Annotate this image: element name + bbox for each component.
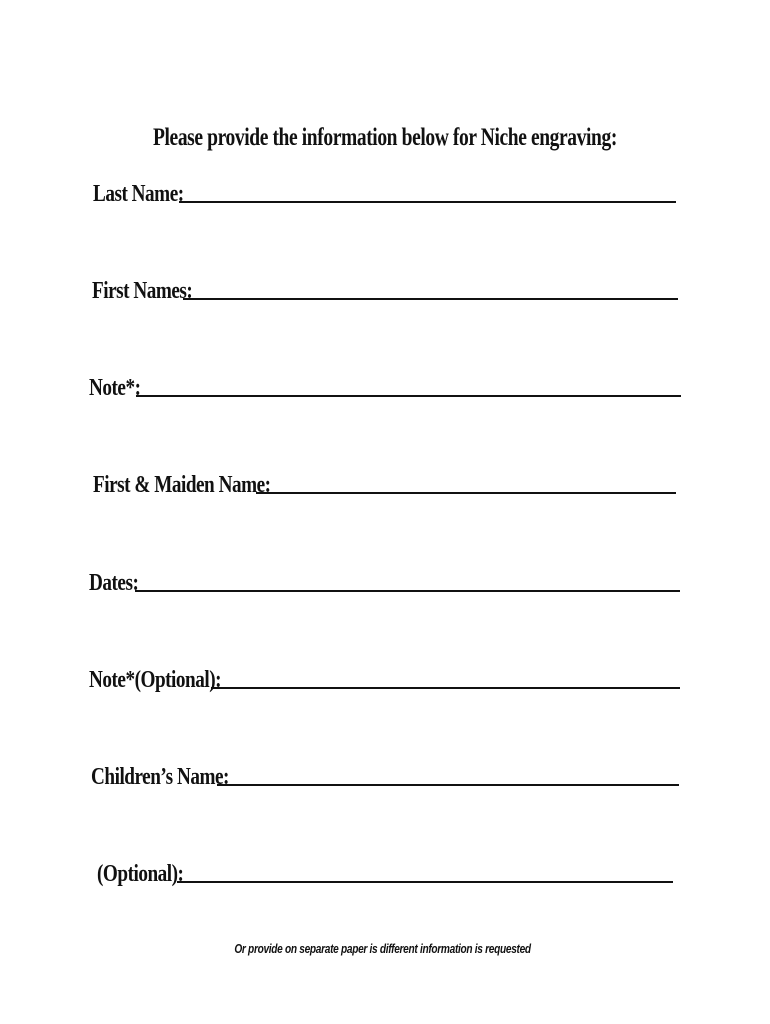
page-title: Please provide the information below for Niche engraving: — [153, 124, 617, 151]
first-names-field — [92, 269, 678, 303]
optional-label: (Optional): — [97, 861, 184, 887]
dates-field — [89, 561, 680, 595]
footnote: Or provide on separate paper is different information is requested — [234, 941, 531, 956]
optional-field — [97, 852, 673, 886]
last-name-field — [93, 172, 676, 206]
note-optional-label: Note*(Optional): — [89, 667, 222, 693]
first-names-label: First Names: — [92, 278, 193, 304]
first-names-input-line[interactable] — [183, 297, 678, 300]
note-optional-field — [89, 658, 680, 692]
dates-input-line[interactable] — [135, 589, 680, 592]
optional-input-line[interactable] — [177, 880, 673, 883]
note-field — [89, 366, 681, 400]
first-maiden-name-input-line[interactable] — [256, 491, 676, 494]
first-maiden-name-label: First & Maiden Name: — [93, 472, 271, 498]
last-name-input-line[interactable] — [179, 200, 676, 203]
childrens-name-field — [91, 755, 679, 789]
childrens-name-input-line[interactable] — [217, 783, 679, 786]
dates-label: Dates: — [89, 570, 139, 596]
first-maiden-name-field — [93, 463, 676, 497]
note-label: Note*: — [89, 375, 141, 401]
childrens-name-label: Children’s Name: — [91, 764, 229, 790]
last-name-label: Last Name: — [93, 181, 184, 207]
note-optional-input-line[interactable] — [211, 686, 680, 689]
note-input-line[interactable] — [136, 394, 681, 397]
